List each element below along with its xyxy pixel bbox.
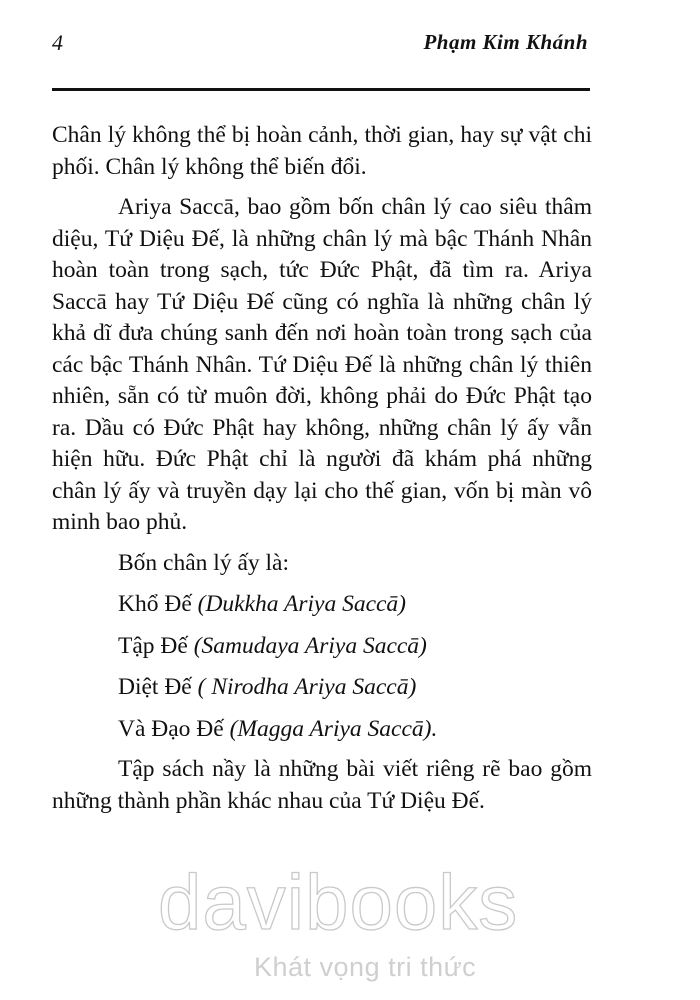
truth-name: Và Đạo Đế xyxy=(118,715,230,742)
truth-pali: (Dukkha Ariya Saccā) xyxy=(197,591,407,617)
header-rule xyxy=(52,88,590,91)
truth-item-1 xyxy=(52,589,592,621)
running-head-author: Phạm Kim Khánh xyxy=(423,30,588,54)
watermark-tagline: Khát vọng tri thức xyxy=(254,952,477,982)
paragraph-4: Tập sách nầy là những bài viết riêng rẽ bao gồm những thành phần khác nhau của Tứ Diệu Đế. xyxy=(52,756,592,814)
body-text xyxy=(52,120,592,817)
truth-item-4 xyxy=(52,714,592,746)
paragraph-1: Chân lý không thể bị hoàn cảnh, thời gian, hay sự vật chi phối. Chân lý không thể biến đổi. xyxy=(52,122,592,180)
paragraph-3: Bốn chân lý ấy là: xyxy=(118,549,289,576)
truth-item-3 xyxy=(52,672,592,704)
truth-item-2 xyxy=(52,631,592,663)
page-header xyxy=(0,22,700,62)
truth-name: Diệt Đế xyxy=(118,674,198,700)
truth-pali: (Magga Ariya Saccā). xyxy=(229,715,438,742)
watermark-brand: davibooks xyxy=(158,858,519,946)
truth-pali: (Samudaya Ariya Saccā) xyxy=(193,632,427,659)
page-number: 4 xyxy=(52,30,63,55)
paragraph-2: Ariya Saccā, bao gồm bốn chân lý cao siêu thâm diệu, Tứ Diệu Đế, là những chân lý mà bậc Thánh Nhân hoàn toàn trong sạch, tức Đức Phật, đã tìm ra. Ariya Saccā hay Tứ Diệu Đế cũng có nghĩa là những chân lý khả dĩ đưa chúng sanh đến nơi hoàn toàn trong sạch của các bậc Thánh Nhân. Tứ Diệu Đế là những chân lý thiên nhiên, sẵn có từ muôn đời, không phải do Đức Phật tạo ra. Dầu có Đức Phật hay không, những chân lý ấy vẫn hiện hữu. Đức Phật chỉ là người đã khám phá những chân lý ấy và truyền dạy lại cho thế gian, vốn bị màn vô minh bao phủ. xyxy=(52,194,592,535)
truth-name: Khổ Đế xyxy=(118,591,198,617)
truth-name: Tập Đế xyxy=(118,632,194,659)
truth-pali: ( Nirodha Ariya Saccā) xyxy=(197,674,417,700)
